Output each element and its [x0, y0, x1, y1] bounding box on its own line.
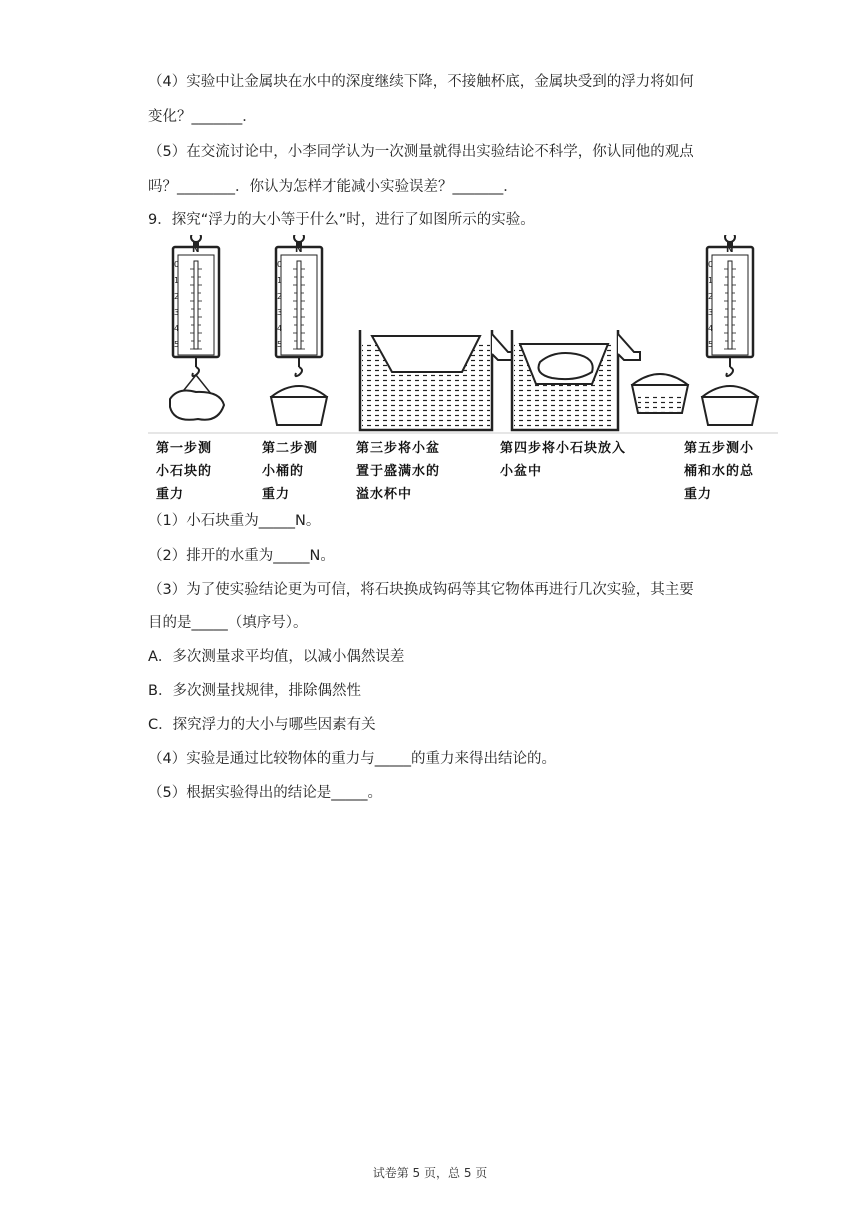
scale-1-unit: N [192, 245, 200, 255]
experiment-figure [148, 235, 778, 505]
q8-part4-line1: （4）实验中让金属块在水中的深度继续下降，不接触杯底，金属块受到的浮力将如何 [148, 74, 694, 90]
bucket-with-water [632, 374, 688, 415]
option-a: A．多次测量求平均值，以减小偶然误差 [148, 649, 405, 665]
scale-5-ticks: 0 1 2 3 4 5 [708, 260, 714, 349]
scale-2-unit: N [295, 245, 303, 255]
caption-step-1: 第一步测 小石块的 重力 [156, 441, 213, 502]
caption-step-3: 第三步将小盆 置于盛满水的 溢水杯中 [356, 441, 441, 502]
stone-icon [170, 391, 224, 420]
option-b: B．多次测量找规律，排除偶然性 [148, 683, 361, 699]
q9-part2: （2）排开的水重为_____N。 [148, 548, 335, 564]
caption-step-4: 第四步将小石块放入 小盆中 [500, 441, 627, 479]
q8-part5-line1: （5）在交流讨论中，小李同学认为一次测量就得出实验结论不科学，你认同他的观点 [148, 144, 694, 160]
q9-part4: （4）实验是通过比较物体的重力与_____的重力来得出结论的。 [148, 751, 556, 767]
bucket-with-water-icon [702, 386, 758, 427]
q9-stem: 9．探究“浮力的大小等于什么”时，进行了如图所示的实验。 [148, 212, 535, 228]
caption-step-2: 第二步测 小桶的 重力 [262, 441, 319, 502]
caption-step-5: 第五步测小 桶和水的总 重力 [684, 441, 755, 502]
scale-5-unit: N [726, 245, 734, 255]
q8-part4-line2: 变化？_______． [148, 109, 257, 125]
overflow-cup-with-stone [512, 330, 640, 430]
option-c: C．探究浮力的大小与哪些因素有关 [148, 717, 376, 733]
q9-part1: （1）小石块重为_____N。 [148, 513, 321, 529]
q9-part5: （5）根据实验得出的结论是_____。 [148, 785, 382, 801]
overflow-cup-with-basin [360, 330, 512, 430]
bucket-icon [271, 386, 327, 425]
scale-1-ticks: 0 1 2 3 4 5 [174, 260, 180, 349]
q8-part5-line2: 吗？________．你认为怎样才能减小实验误差？_______． [148, 179, 518, 195]
page-footer: 试卷第 5 页，总 5 页 [372, 1166, 488, 1180]
q9-part3-line2: 目的是_____（填序号）。 [148, 615, 308, 631]
scale-2-ticks: 0 1 2 3 4 5 [277, 260, 283, 349]
q9-part3-line1: （3）为了使实验结论更为可信，将石块换成钩码等其它物体再进行几次实验，其主要 [148, 582, 694, 598]
